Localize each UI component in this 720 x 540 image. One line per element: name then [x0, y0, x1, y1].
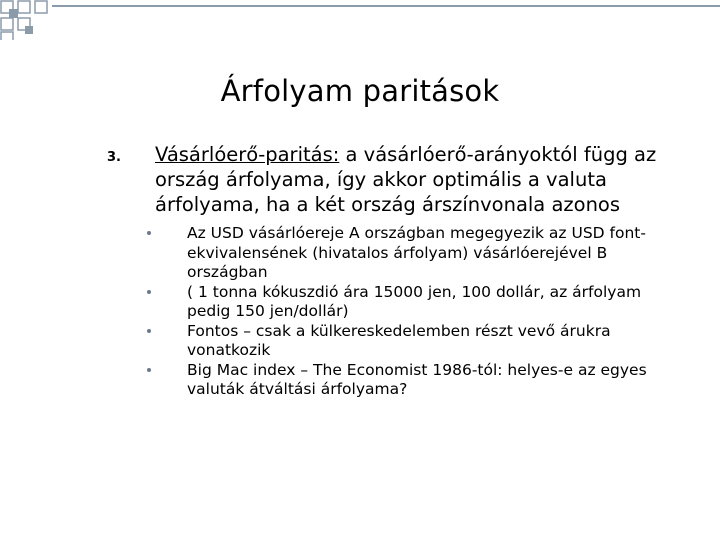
sub-bullet-text: Big Mac index – The Economist 1986-tól: helyes-e az egyes valuták átváltási árfolyama?: [187, 360, 647, 398]
sub-bullet: [147, 283, 687, 322]
sub-bullet: [147, 322, 687, 361]
sub-bullet: [147, 224, 687, 283]
corner-decoration: [0, 0, 720, 40]
main-point: [155, 142, 690, 217]
item-number: 3.: [107, 150, 121, 165]
bullet-dot-icon: [147, 329, 151, 333]
bullet-dot-icon: [147, 290, 151, 294]
sub-bullet-text: Fontos – csak a külkereskedelemben részt vevő árukra vonatkozik: [187, 321, 611, 359]
slide-title: Árfolyam paritások: [220, 74, 500, 108]
bullet-dot-icon: [147, 368, 151, 372]
bullet-dot-icon: [147, 231, 151, 235]
sub-bullet-text: Az USD vásárlóereje A országban megegyezik az USD font-ekvivalensének (hivatalos árfolyam) vásárlóerejével B országban: [187, 224, 646, 281]
sub-bullet: [147, 361, 687, 400]
sub-bullet-list: [147, 224, 687, 400]
main-point-term: Vásárlóerő-paritás:: [155, 143, 340, 166]
sub-bullet-text: ( 1 tonna kókuszdió ára 15000 jen, 100 dollár, az árfolyam pedig 150 jen/dollár): [187, 282, 642, 320]
main-point-text: a vásárlóerő-arányoktól függ az ország árfolyama, így akkor optimális a valuta árfolyama, ha a két ország árszínvonala azonos: [155, 143, 657, 216]
